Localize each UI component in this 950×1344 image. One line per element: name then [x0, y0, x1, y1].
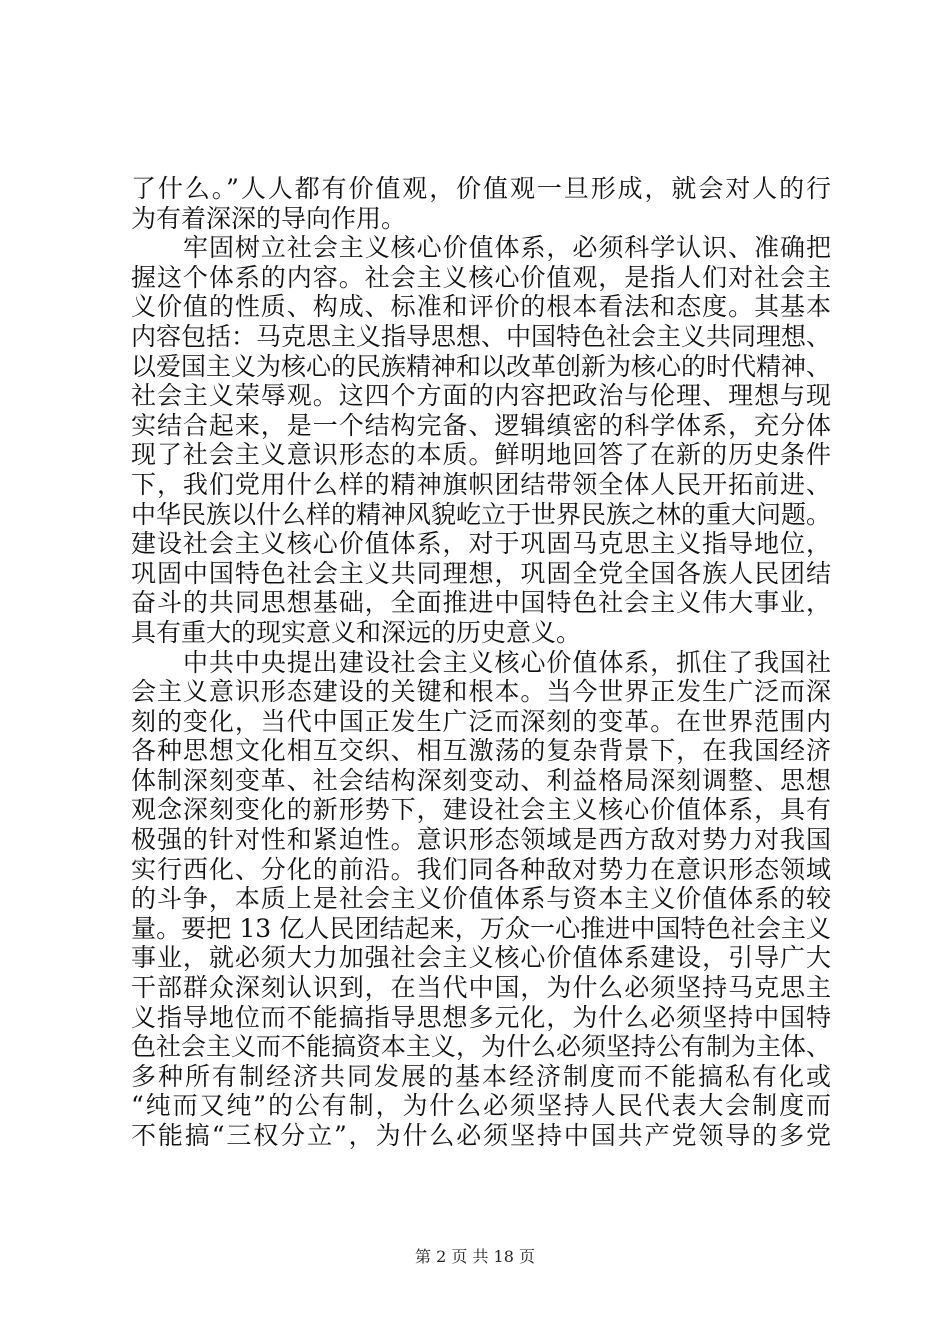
text-line: 体制深刻变革、社会结构深刻变动、利益格局深刻调整、思想	[131, 765, 831, 795]
paragraph-first-line: 中共中央提出建设社会主义核心价值体系，抓住了我国社	[183, 647, 831, 677]
text-line: 的斗争，本质上是社会主义价值体系与资本主义价值体系的较	[131, 884, 831, 914]
document-body	[131, 174, 831, 1151]
text-line: 事业，就必须大力加强社会主义核心价值体系建设，引导广大	[131, 943, 831, 973]
text-line: 实行西化、分化的前沿。我们同各种敌对势力在意识形态领域	[131, 854, 831, 884]
text-line: 内容包括：马克思主义指导思想、中国特色社会主义共同理想、	[131, 321, 832, 351]
page-footer: 第 2 页 共 18 页	[415, 1247, 535, 1266]
text-line: 为有着深深的导向作用。	[131, 203, 407, 233]
paragraph-first-line: 牢固树立社会主义核心价值体系，必须科学认识、准确把	[183, 233, 831, 263]
text-line: 以爱国主义为核心的民族精神和以改革创新为核心的时代精神、	[131, 351, 832, 381]
text-line: “纯而又纯”的公有制，为什么必须坚持人民代表大会制度而	[131, 1091, 831, 1121]
text-line: 不能搞“三权分立”，为什么必须坚持中国共产党领导的多党	[131, 1121, 831, 1150]
text-line: 奋斗的共同思想基础，全面推进中国特色社会主义伟大事业，	[131, 588, 831, 618]
text-line: 具有重大的现实意义和深远的历史意义。	[131, 617, 582, 647]
text-line: 多种所有制经济共同发展的基本经济制度而不能搞私有化或	[131, 1061, 831, 1091]
text-line: 社会主义荣辱观。这四个方面的内容把政治与伦理、理想与现	[131, 381, 831, 411]
text-line: 下，我们党用什么样的精神旗帜团结带领全体人民开拓前进、	[131, 469, 831, 499]
text-line: 握这个体系的内容。社会主义核心价值观，是指人们对社会主	[131, 262, 831, 292]
text-line: 现了社会主义意识形态的本质。鲜明地回答了在新的历史条件	[131, 440, 831, 470]
text-line: 中华民族以什么样的精神风貌屹立于世界民族之林的重大问题。	[131, 499, 832, 529]
text-line: 巩固中国特色社会主义共同理想，巩固全党全国各族人民团结	[131, 558, 831, 588]
text-line: 义价值的性质、构成、标准和评价的根本看法和态度。其基本	[131, 292, 831, 322]
text-line: 实结合起来，是一个结构完备、逻辑缜密的科学体系，充分体	[131, 410, 831, 440]
text-line: 义指导地位而不能搞指导思想多元化，为什么必须坚持中国特	[131, 1002, 831, 1032]
text-line: 建设社会主义核心价值体系，对于巩固马克思主义指导地位，	[131, 529, 831, 559]
text-line: 量。要把 13 亿人民团结起来，万众一心推进中国特色社会主义	[131, 913, 831, 943]
text-line: 各种思想文化相互交织、相互激荡的复杂背景下，在我国经济	[131, 736, 831, 766]
text-line: 干部群众深刻认识到，在当代中国，为什么必须坚持马克思主	[131, 973, 831, 1003]
text-line: 色社会主义而不能搞资本主义，为什么必须坚持公有制为主体、	[131, 1032, 832, 1062]
text-line: 了什么。”人人都有价值观，价值观一旦形成，就会对人的行	[131, 174, 831, 203]
text-line: 观念深刻变化的新形势下，建设社会主义核心价值体系，具有	[131, 795, 831, 825]
text-line: 极强的针对性和紧迫性。意识形态领域是西方敌对势力对我国	[131, 825, 831, 855]
text-line: 刻的变化，当代中国正发生广泛而深刻的变革。在世界范围内	[131, 706, 831, 736]
text-line: 会主义意识形态建设的关键和根本。当今世界正发生广泛而深	[131, 677, 831, 707]
